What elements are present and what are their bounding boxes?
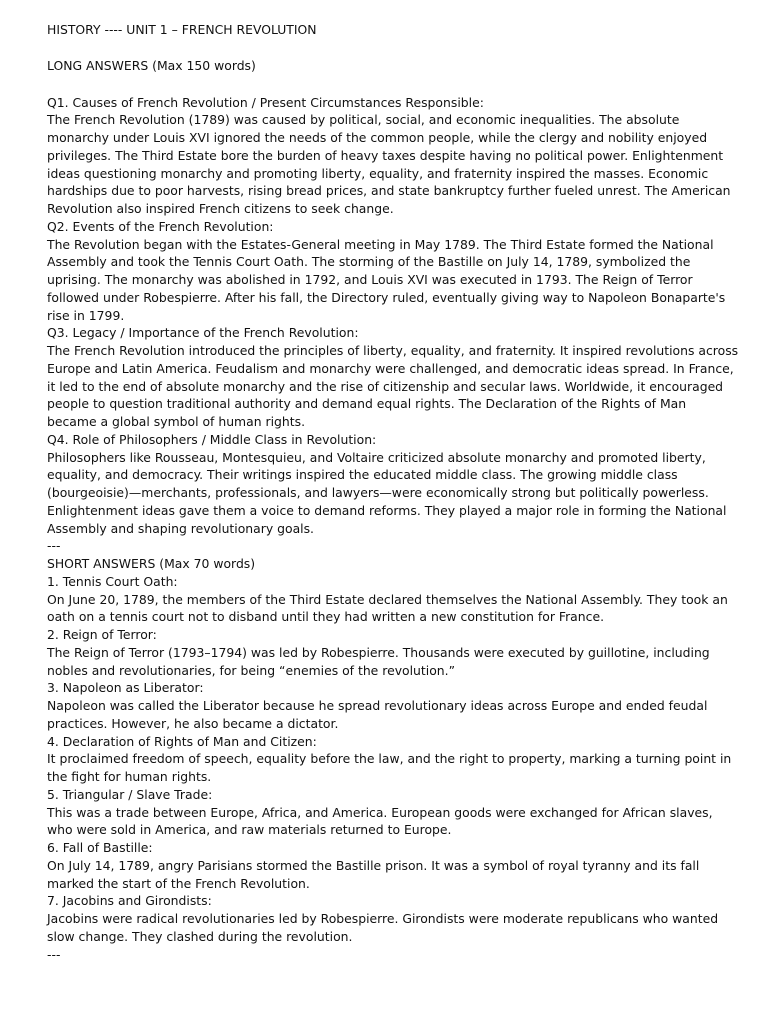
- short-question: 1. Tennis Court Oath:: [47, 573, 178, 589]
- long-answer: The French Revolution introduced the principles of liberty, equality, and fraternity. It inspired revolutions across Europe and Latin America. Feudalism and monarchy were challenged, and democratic ideas spread. In France, it led to the end of absolute monarchy and the rise of citizenship and secular laws. Worldwide, it encouraged people to question traditional authority and demand equal rights. The Declaration of the Rights of Man became a global symbol of human rights.: [47, 343, 739, 429]
- short-answer: It proclaimed freedom of speech, equality before the law, and the right to property, marking a turning point in the fight for human rights.: [47, 751, 732, 784]
- long-answers-heading: LONG ANSWERS (Max 150 words): [47, 58, 256, 74]
- long-answer: Philosophers like Rousseau, Montesquieu, and Voltaire criticized absolute monarchy and promoted liberty, equality, and democracy. Their writings inspired the educated middle class. The growing middle class (bourgeoisie)—merchants, professionals, and lawyers—were economically strong but politically powerless. Enlightenment ideas gave them a voice to demand reforms. They played a major role in forming the National Assembly and shaping revolutionary goals.: [47, 449, 727, 536]
- short-question: 6. Fall of Bastille:: [47, 840, 153, 855]
- separator: ---: [47, 946, 61, 962]
- long-answer: The Revolution began with the Estates-General meeting in May 1789. The Third Estate formed the National Assembly and took the Tennis Court Oath. The storming of the Bastille on July 14, 1789, symbolized the uprising. The monarchy was abolished in 1792, and Louis XVI was executed in 1793. The Reign of Terror followed under Robespierre. After his fall, the Directory ruled, eventually giving way to Napoleon Bonaparte's rise in 1799.: [47, 236, 726, 323]
- short-answer: On July 14, 1789, angry Parisians stormed the Bastille prison. It was a symbol of royal tyranny and its fall marked the start of the French Revolution.: [47, 857, 700, 891]
- separator: ---: [47, 538, 61, 554]
- long-answer: The French Revolution (1789) was caused by political, social, and economic inequalities. The absolute monarchy under Louis XVI ignored the needs of the common people, while the clergy and nobility enjoyed privileges. The Third Estate bore the burden of heavy taxes despite having no political power. Enlightenment ideas questioning monarchy and promoting liberty, equality, and fraternity inspired the masses. Economic hardships due to poor harvests, rising bread prices, and state bankruptcy further fueled unrest. The American Revolution also inspired French citizens to seek change.: [47, 112, 731, 216]
- spacer: [47, 75, 739, 94]
- short-answer: On June 20, 1789, the members of the Third Estate declared themselves the National Assembly. They took an oath on a tennis court not to disband until they had written a new constitution for France.: [47, 591, 728, 625]
- short-answer: Napoleon was called the Liberator because he spread revolutionary ideas across Europe and ended feudal practices. However, he also became a dictator.: [47, 698, 708, 731]
- short-question: 3. Napoleon as Liberator:: [47, 680, 204, 696]
- short-question: 7. Jacobins and Girondists:: [47, 893, 212, 909]
- document-title: HISTORY ---- UNIT 1 – FRENCH REVOLUTION: [47, 22, 317, 37]
- short-question: 5. Triangular / Slave Trade:: [47, 786, 213, 802]
- short-answer: Jacobins were radical revolutionaries led by Robespierre. Girondists were moderate republicans who wanted slow change. They clashed during the revolution.: [47, 911, 719, 944]
- short-answer: The Reign of Terror (1793–1794) was led by Robespierre. Thousands were executed by guillotine, including nobles and revolutionaries, for being “enemies of the revolution.”: [47, 644, 710, 678]
- long-question: Q4. Role of Philosophers / Middle Class in Revolution:: [47, 431, 377, 447]
- long-question: Q2. Events of the French Revolution:: [47, 218, 274, 234]
- long-question: Q3. Legacy / Importance of the French Revolution:: [47, 325, 359, 341]
- short-question: 2. Reign of Terror:: [47, 627, 157, 642]
- document-page: [47, 21, 739, 963]
- long-question: Q1. Causes of French Revolution / Present Circumstances Responsible:: [47, 94, 484, 110]
- short-answer: This was a trade between Europe, Africa, and America. European goods were exchanged for African slaves, who were sold in America, and raw materials returned to Europe.: [47, 804, 713, 838]
- short-answers-heading: SHORT ANSWERS (Max 70 words): [47, 556, 256, 571]
- short-question: 4. Declaration of Rights of Man and Citizen:: [47, 733, 317, 749]
- spacer: [47, 39, 739, 58]
